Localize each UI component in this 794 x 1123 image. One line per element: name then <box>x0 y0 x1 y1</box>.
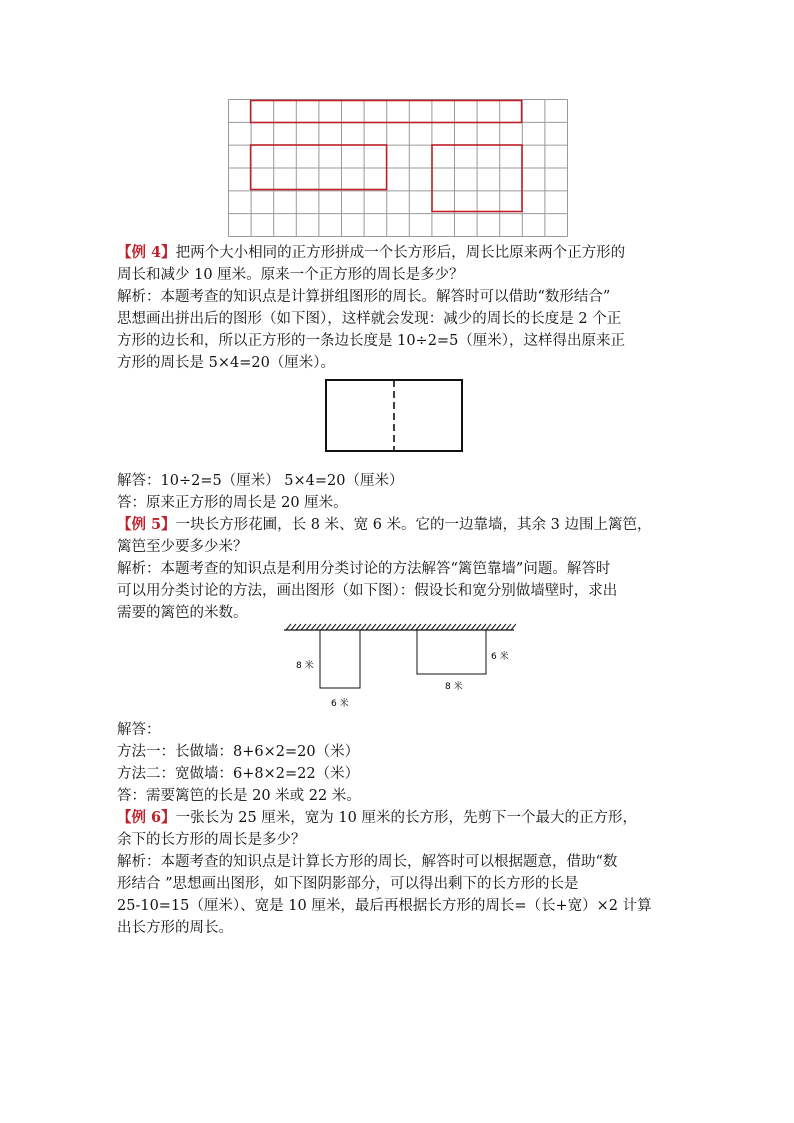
hatch-stroke <box>306 624 311 630</box>
hatch-stroke <box>331 624 336 630</box>
hatch-stroke <box>501 624 506 630</box>
ex6-question-line-2: 余下的长方形的周长是多少？ <box>117 832 306 848</box>
hatch-stroke <box>461 624 466 630</box>
hatch-stroke <box>466 624 471 630</box>
hatch-stroke <box>386 624 391 630</box>
hatch-stroke <box>351 624 356 630</box>
hatch-stroke <box>436 624 441 630</box>
ex6-analysis-line-4: 出长方形的周长。 <box>117 920 233 936</box>
ex6-analysis-line-3: 25-10=15（厘米）、宽是 10 厘米，最后再根据长方形的周长=（长+宽）×2 计算 <box>117 898 652 914</box>
ex4-question-line-1: 【例 4】把两个大小相同的正方形拼成一个长方形后，周长比原来两个正方形的 <box>117 244 626 261</box>
hatch-stroke <box>361 624 366 630</box>
ex6-question-line-1: 【例 6】一张长为 25 厘米，宽为 10 厘米的长方形，先剪下一个最大的正方形， <box>117 809 637 826</box>
grid-figure <box>228 99 568 237</box>
ex5-method-2: 方法二：宽做墙：6+8×2=22（米） <box>117 766 360 782</box>
ex4-analysis-line-1: 解析：本题考查的知识点是计算拼组图形的周长。解答时可以借助“数形结合” <box>117 289 611 305</box>
long-rectangle <box>251 101 522 123</box>
ex5-analysis-line-2: 可以用分类讨论的方法，画出图形（如下图）：假设长和宽分别做墙壁时，求出 <box>117 583 618 599</box>
right-height-label: 6 米 <box>491 652 509 662</box>
hatch-stroke <box>381 624 386 630</box>
ex5-analysis-line-3: 需要的篱笆的米数。 <box>117 605 248 621</box>
hatch-stroke <box>411 624 416 630</box>
hatch-stroke <box>346 624 351 630</box>
ex5-method-1: 方法一：长做墙：8+6×2=20（米） <box>117 744 360 760</box>
hatch-stroke <box>426 624 431 630</box>
hatch-stroke <box>481 624 486 630</box>
ex4-analysis-line-2: 思想画出拼出后的图形（如下图），这样就会发现：减少的周长的长度是 2 个正 <box>117 311 622 327</box>
hatch-stroke <box>371 624 376 630</box>
ex4-analysis-line-4: 方形的周长是 5×4=20（厘米）。 <box>117 355 336 371</box>
hatch-stroke <box>431 624 436 630</box>
ex4-question-line-2: 周长和减少 10 厘米。原来一个正方形的周长是多少？ <box>117 267 464 283</box>
right-fence-rect <box>417 630 486 674</box>
ex4-answer: 答：原来正方形的周长是 20 厘米。 <box>117 495 348 511</box>
ex6-analysis-line-1: 解析：本题考查的知识点是计算长方形的周长，解答时可以根据题意，借助“数 <box>117 854 618 870</box>
ex5-answer: 答：需要篱笆的长是 20 米或 22 米。 <box>117 788 361 804</box>
hatch-stroke <box>401 624 406 630</box>
hatch-stroke <box>456 624 461 630</box>
hatch-stroke <box>486 624 491 630</box>
ex4-analysis-line-3: 方形的边长和，所以正方形的一条边长度是 10÷2=5（厘米），这样得出原来正 <box>117 333 626 349</box>
hatch-stroke <box>421 624 426 630</box>
hatch-stroke <box>326 624 331 630</box>
ex5-question-line-1: 【例 5】一块长方形花圃，长 8 米、宽 6 米。它的一边靠墙，其余 3 边围上篱笆， <box>117 516 652 533</box>
hatch-stroke <box>366 624 371 630</box>
hatch-stroke <box>476 624 481 630</box>
grid-lines <box>229 100 568 237</box>
hatch-stroke <box>316 624 321 630</box>
left-fence-rect <box>320 630 360 688</box>
hatch-stroke <box>446 624 451 630</box>
right-width-label: 8 米 <box>445 682 463 692</box>
hatch-stroke <box>396 624 401 630</box>
wall-hatch <box>286 624 516 630</box>
hatch-stroke <box>496 624 501 630</box>
hatch-stroke <box>491 624 496 630</box>
hatch-stroke <box>416 624 421 630</box>
hatch-stroke <box>376 624 381 630</box>
left-height-label: 8 米 <box>296 661 314 671</box>
hatch-stroke <box>321 624 326 630</box>
left-width-label: 6 米 <box>331 699 349 709</box>
ex5-solution-heading: 解答： <box>117 722 161 738</box>
hatch-stroke <box>406 624 411 630</box>
ex5-analysis-line-1: 解析：本题考查的知识点是利用分类讨论的方法解答“篱笆靠墙”问题。解答时 <box>117 561 611 577</box>
hatch-stroke <box>336 624 341 630</box>
hatch-stroke <box>391 624 396 630</box>
ex4-solution: 解答：10÷2=5（厘米） 5×4=20（厘米） <box>117 473 404 489</box>
hatch-stroke <box>296 624 301 630</box>
hatch-stroke <box>451 624 456 630</box>
ex5-question-line-2: 篱笆至少要多少米？ <box>117 539 248 555</box>
hatch-stroke <box>291 624 296 630</box>
hatch-stroke <box>506 624 511 630</box>
ex6-tag: 【例 6】 <box>117 809 176 826</box>
hatch-stroke <box>301 624 306 630</box>
ex5-tag: 【例 5】 <box>117 516 176 533</box>
fence-wall-figure <box>282 622 516 714</box>
hatch-stroke <box>311 624 316 630</box>
hatch-stroke <box>471 624 476 630</box>
hatch-stroke <box>286 624 291 630</box>
hatch-stroke <box>356 624 361 630</box>
ex4-tag: 【例 4】 <box>117 244 176 261</box>
two-squares-figure <box>324 378 466 454</box>
hatch-stroke <box>341 624 346 630</box>
ex6-analysis-line-2: 形结合 ”思想画出图形，如下图阴影部分，可以得出剩下的长方形的长是 <box>117 876 579 892</box>
hatch-stroke <box>511 624 516 630</box>
hatch-stroke <box>441 624 446 630</box>
